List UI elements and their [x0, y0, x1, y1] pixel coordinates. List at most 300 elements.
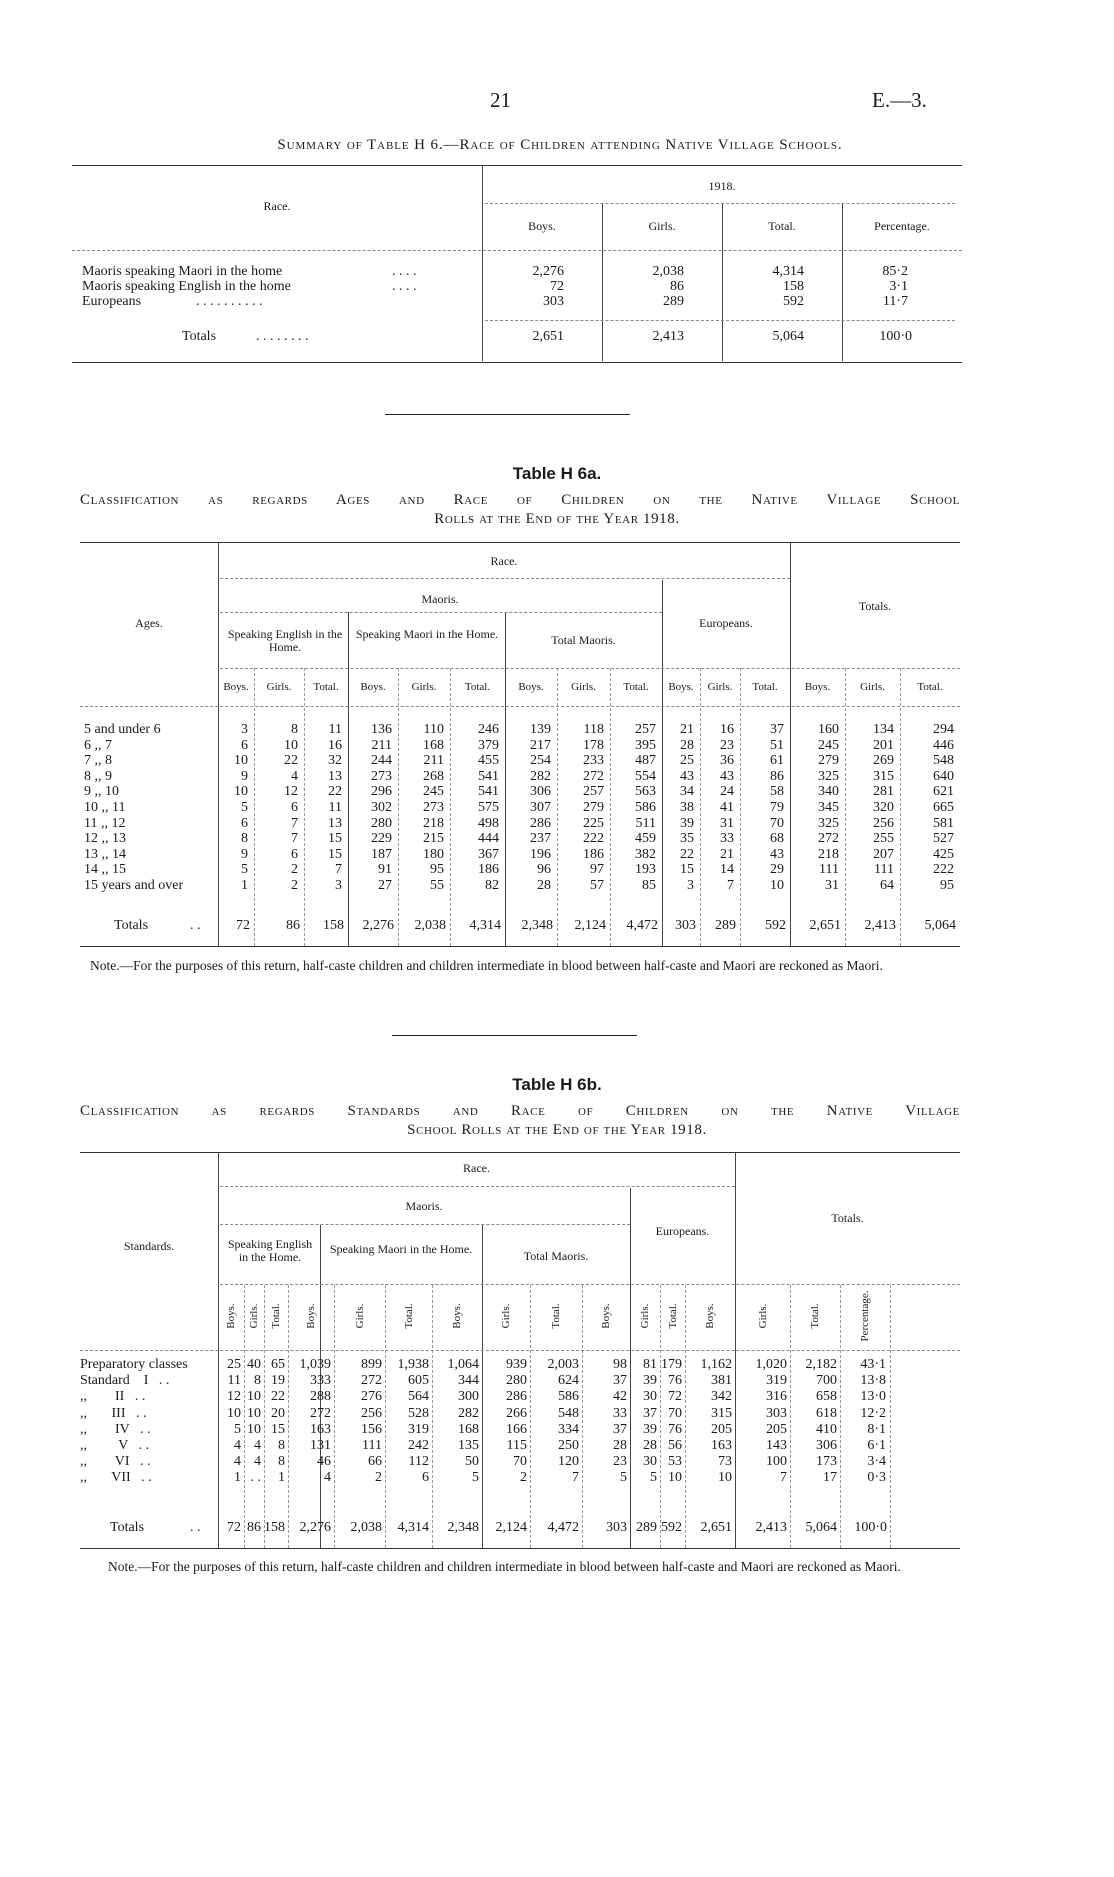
table-cell: 10: [247, 1421, 261, 1437]
table-cell: 2,651: [700, 1520, 732, 1535]
table-cell: 245: [423, 784, 444, 800]
table-cell: 72: [227, 1520, 241, 1535]
rule: [80, 1152, 960, 1153]
cell-total: 158: [783, 279, 804, 294]
table-cell: 319: [766, 1373, 787, 1389]
table-cell: 5: [241, 862, 248, 878]
table-cell: 37: [643, 1405, 657, 1421]
table-cell: 4: [291, 768, 298, 784]
table-cell: 294: [933, 722, 954, 737]
table-cell: 273: [371, 768, 392, 784]
table-cell: 7: [291, 831, 298, 847]
cell-girls: 86: [670, 279, 684, 294]
leader-dots: . . . .: [392, 279, 417, 294]
table-cell: 70: [770, 815, 784, 831]
table-cell: 158: [323, 918, 344, 933]
cell-boys: 2,651: [532, 329, 564, 344]
table-cell: 97: [590, 862, 604, 878]
table-cell: 554: [635, 768, 656, 784]
table-cell: 95: [430, 862, 444, 878]
table-cell: 22: [328, 784, 342, 800]
standards-header: Standards.: [123, 1239, 175, 1253]
table-cell: 281: [873, 784, 894, 800]
table-cell: 6: [422, 1470, 429, 1486]
table-cell: 186: [583, 846, 604, 862]
table-cell: 134: [873, 722, 894, 737]
table-cell: 487: [635, 753, 656, 769]
table-cell: 205: [766, 1421, 787, 1437]
standard-label: ,, VII . .: [80, 1470, 152, 1486]
row-label: Maoris speaking English in the home: [82, 279, 291, 294]
table-cell: 8·1: [867, 1421, 886, 1437]
table-cell: 21: [720, 846, 734, 862]
table-cell: 254: [530, 753, 551, 769]
summary-title: Summary of Table H 6.—Race of Children attending Native Village Schools.: [277, 137, 843, 153]
cell-boys: 303: [543, 294, 564, 309]
table-cell: 1,039: [299, 1357, 331, 1372]
page-number: 21: [490, 88, 511, 112]
table-cell: 4,314: [469, 918, 501, 933]
table-cell: 8: [278, 1438, 285, 1453]
table-cell: 303: [606, 1520, 627, 1535]
table-cell: 6: [241, 737, 248, 753]
table-cell: 256: [361, 1405, 382, 1421]
table-cell: 15: [328, 831, 342, 847]
table-cell: 242: [408, 1438, 429, 1453]
table-cell: 6: [291, 800, 298, 815]
table-cell: 315: [711, 1405, 732, 1421]
table-cell: 205: [711, 1421, 732, 1437]
table-cell: 35: [680, 831, 694, 847]
rule: [220, 1186, 735, 1187]
table-cell: 76: [668, 1373, 682, 1389]
table-cell: 32: [328, 753, 342, 769]
table-cell: 340: [818, 784, 839, 800]
table-cell: 33: [613, 1405, 627, 1421]
rule: [80, 542, 960, 543]
table-cell: 300: [458, 1389, 479, 1405]
table-cell: 592: [661, 1520, 682, 1535]
table-cell: 12·2: [860, 1405, 886, 1421]
table-cell: 43: [720, 768, 734, 784]
cell-girls: 289: [663, 294, 684, 309]
table-cell: . .: [250, 1470, 261, 1486]
table-cell: 307: [530, 800, 551, 815]
table-cell: 218: [423, 815, 444, 831]
leader-dots: . .: [190, 1520, 201, 1535]
table-cell: 273: [423, 800, 444, 815]
table-cell: 211: [423, 753, 444, 769]
table-cell: 19: [271, 1373, 285, 1389]
table-cell: 286: [530, 815, 551, 831]
table-cell: 72: [236, 918, 250, 933]
table-cell: 700: [816, 1373, 837, 1389]
table-cell: 10: [227, 1405, 241, 1421]
table-cell: 22: [284, 753, 298, 769]
table-cell: 444: [478, 831, 499, 847]
table-cell: 42: [613, 1389, 627, 1405]
table-cell: 28: [643, 1438, 657, 1453]
summary-year-header: 1918.: [708, 179, 736, 193]
speaking-english-header: Speaking English in the Home.: [227, 627, 343, 654]
table-cell: 1: [234, 1470, 241, 1486]
table-cell: 9: [241, 846, 248, 862]
table-h6b-caption-line1: Classification as regards Standards and Race of Children on the Native Village: [80, 1103, 960, 1119]
table-cell: 37: [613, 1373, 627, 1389]
table-cell: 2: [291, 878, 298, 893]
table-cell: 31: [825, 878, 839, 893]
table-cell: 98: [613, 1357, 627, 1372]
sub-column-header: Total.: [752, 681, 778, 693]
table-cell: 7: [335, 862, 342, 878]
totals-header: Totals.: [858, 599, 892, 613]
table-cell: 5: [650, 1470, 657, 1486]
table-cell: 23: [613, 1454, 627, 1470]
sub-column-header: Boys.: [668, 681, 694, 693]
table-cell: 296: [371, 784, 392, 800]
rule: [220, 612, 662, 613]
table-cell: 245: [818, 737, 839, 753]
table-cell: 7: [780, 1470, 787, 1486]
table-cell: 173: [816, 1454, 837, 1470]
table-cell: 13: [328, 815, 342, 831]
table-cell: 6: [241, 815, 248, 831]
table-cell: 2,348: [521, 918, 553, 933]
sub-column-header: Girls.: [756, 1303, 769, 1329]
table-cell: 2,124: [495, 1520, 527, 1535]
table-cell: 4: [234, 1438, 241, 1453]
table-cell: 16: [720, 722, 734, 737]
table-h6a-title: Table H 6a.: [512, 464, 602, 483]
table-cell: 899: [361, 1357, 382, 1372]
table-cell: 4: [254, 1438, 261, 1453]
table-cell: 665: [933, 800, 954, 815]
table-cell: 7: [727, 878, 734, 893]
rule: [220, 668, 960, 669]
table-cell: 111: [874, 862, 894, 878]
table-cell: 86: [770, 768, 784, 784]
table-cell: 279: [818, 753, 839, 769]
table-cell: 180: [423, 846, 444, 862]
table-cell: 100: [766, 1454, 787, 1470]
table-cell: 4: [324, 1470, 331, 1486]
sub-column-header: Total.: [917, 681, 943, 693]
age-label: 6 ,, 7: [84, 737, 112, 753]
rule: [72, 362, 962, 363]
table-cell: 218: [818, 846, 839, 862]
table-h6b-title: Table H 6b.: [512, 1075, 602, 1094]
rule: [80, 706, 960, 707]
rule: [80, 1350, 960, 1351]
table-cell: 51: [770, 737, 784, 753]
table-cell: 345: [818, 800, 839, 815]
table-cell: 624: [558, 1373, 579, 1389]
age-label: 11 ,, 12: [84, 815, 126, 831]
table-cell: 269: [873, 753, 894, 769]
table-cell: 528: [408, 1405, 429, 1421]
table-cell: 158: [264, 1520, 285, 1535]
table-cell: 20: [271, 1405, 285, 1421]
table-cell: 225: [583, 815, 604, 831]
table-cell: 143: [766, 1438, 787, 1453]
document-reference: E.—3.: [872, 88, 927, 112]
table-cell: 316: [766, 1389, 787, 1405]
table-cell: 2: [291, 862, 298, 878]
table-cell: 250: [558, 1438, 579, 1453]
table-cell: 268: [423, 768, 444, 784]
table-cell: 15: [680, 862, 694, 878]
table-cell: 5: [620, 1470, 627, 1486]
rule: [220, 1224, 630, 1225]
table-cell: 2,651: [809, 918, 841, 933]
rule: [80, 946, 960, 947]
table-cell: 8: [278, 1454, 285, 1470]
table-cell: 28: [680, 737, 694, 753]
standard-label: Standard I . .: [80, 1373, 170, 1389]
table-cell: 131: [310, 1438, 331, 1453]
table-cell: 10: [247, 1389, 261, 1405]
table-cell: 139: [530, 722, 551, 737]
table-cell: 1,020: [755, 1357, 787, 1372]
section-divider: [392, 1035, 637, 1036]
europeans-header: Europeans.: [655, 1224, 710, 1238]
table-cell: 82: [485, 878, 499, 893]
sub-column-header: Boys.: [518, 681, 544, 693]
table-cell: 8: [241, 831, 248, 847]
table-cell: 498: [478, 815, 499, 831]
table-cell: 186: [478, 862, 499, 878]
table-cell: 0·3: [867, 1470, 886, 1486]
table-cell: 68: [770, 831, 784, 847]
table-cell: 33: [720, 831, 734, 847]
table-cell: 23: [720, 737, 734, 753]
table-cell: 244: [371, 753, 392, 769]
table-cell: 168: [458, 1421, 479, 1437]
table-cell: 46: [317, 1454, 331, 1470]
table-cell: 575: [478, 800, 499, 815]
standard-label: ,, III . .: [80, 1405, 147, 1421]
table-cell: 410: [816, 1421, 837, 1437]
table-cell: 7: [572, 1470, 579, 1486]
table-cell: 229: [371, 831, 392, 847]
table-cell: 367: [478, 846, 499, 862]
table-cell: 10: [284, 737, 298, 753]
table-cell: 12: [284, 784, 298, 800]
table-cell: 53: [668, 1454, 682, 1470]
table-cell: 39: [643, 1421, 657, 1437]
table-cell: 115: [506, 1438, 527, 1453]
table-cell: 64: [880, 878, 894, 893]
table-cell: 288: [310, 1389, 331, 1405]
table-cell: 25: [680, 753, 694, 769]
table-cell: 5,064: [805, 1520, 837, 1535]
table-cell: 112: [408, 1454, 429, 1470]
ages-header: Ages.: [135, 616, 163, 630]
table-cell: 256: [873, 815, 894, 831]
standard-label: ,, II . .: [80, 1389, 146, 1405]
table-cell: 217: [530, 737, 551, 753]
table-cell: 527: [933, 831, 954, 847]
total-maoris-header: Total Maoris.: [523, 1249, 589, 1263]
sub-column-header: Total.: [809, 1303, 821, 1329]
table-cell: 289: [636, 1520, 657, 1535]
table-cell: 10: [770, 878, 784, 893]
table-cell: 6·1: [867, 1438, 886, 1453]
table-cell: 257: [635, 722, 656, 737]
table-cell: 319: [408, 1421, 429, 1437]
maoris-header: Maoris.: [421, 592, 459, 606]
table-cell: 382: [635, 846, 656, 862]
table-cell: 39: [680, 815, 694, 831]
table-cell: 306: [530, 784, 551, 800]
table-cell: 156: [361, 1421, 382, 1437]
table-cell: 289: [715, 918, 736, 933]
summary-col-percentage: Percentage.: [874, 219, 930, 233]
table-cell: 280: [506, 1373, 527, 1389]
table-cell: 11: [328, 722, 342, 737]
sub-column-header: Boys.: [225, 1303, 237, 1329]
table-cell: 2,276: [362, 918, 394, 933]
summary-col-boys: Boys.: [528, 219, 556, 233]
table-cell: 120: [558, 1454, 579, 1470]
table-cell: 2,348: [447, 1520, 479, 1535]
table-cell: 3: [687, 878, 694, 893]
table-cell: 41: [720, 800, 734, 815]
sub-column-header: Total.: [666, 1303, 679, 1329]
cell-percentage: 100·0: [879, 329, 912, 344]
sub-column-header: Boys.: [305, 1303, 317, 1329]
row-label: Europeans: [82, 294, 142, 309]
leader-dots: . . . .: [392, 264, 417, 279]
table-cell: 110: [423, 722, 444, 737]
table-cell: 13·0: [860, 1389, 886, 1405]
table-cell: 16: [328, 737, 342, 753]
table-cell: 563: [635, 784, 656, 800]
standard-label: Preparatory classes: [80, 1357, 188, 1372]
table-cell: 28: [613, 1438, 627, 1453]
table-cell: 255: [873, 831, 894, 847]
summary-col-total: Total.: [768, 219, 796, 233]
age-label: 10 ,, 11: [84, 800, 126, 815]
table-cell: 7: [291, 815, 298, 831]
table-cell: 12: [227, 1389, 241, 1405]
table-cell: 3: [241, 722, 248, 737]
sub-column-header: Total.: [623, 681, 649, 693]
table-cell: 5: [241, 800, 248, 815]
table-cell: 215: [423, 831, 444, 847]
table-cell: 302: [371, 800, 392, 815]
table-cell: 3·4: [867, 1454, 886, 1470]
table-cell: 24: [720, 784, 734, 800]
table-h6a-caption-line2: Rolls at the End of the Year 1918.: [434, 511, 680, 527]
sub-column-header: Total.: [550, 1303, 562, 1329]
table-cell: 2,038: [350, 1520, 382, 1535]
table-cell: 592: [765, 918, 786, 933]
table-cell: 28: [537, 878, 551, 893]
table-cell: 30: [643, 1454, 657, 1470]
table-cell: 56: [668, 1438, 682, 1453]
cell-total: 5,064: [772, 329, 804, 344]
sub-column-header: Boys.: [223, 681, 249, 693]
table-cell: 272: [583, 768, 604, 784]
table-cell: 37: [613, 1421, 627, 1437]
table-cell: 286: [506, 1389, 527, 1405]
table-cell: 81: [643, 1357, 657, 1372]
table-cell: 4,472: [626, 918, 658, 933]
table-cell: 211: [371, 737, 392, 753]
race-header: Race.: [463, 1161, 490, 1175]
age-label: 12 ,, 13: [84, 831, 126, 847]
table-cell: 43: [680, 768, 694, 784]
table-cell: 344: [458, 1373, 479, 1389]
maoris-header: Maoris.: [405, 1199, 443, 1213]
speaking-maori-header: Speaking Maori in the Home.: [329, 1242, 473, 1256]
table-cell: 5: [472, 1470, 479, 1486]
race-header: Race.: [490, 554, 518, 568]
table-cell: 581: [933, 815, 954, 831]
table-cell: 72: [668, 1389, 682, 1405]
table-cell: 381: [711, 1373, 732, 1389]
sub-column-header: Percentage.: [859, 1290, 871, 1342]
table-h6a-caption-line1: Classification as regards Ages and Race of Children on the Native Village School: [80, 492, 960, 508]
table-cell: 111: [362, 1438, 382, 1453]
table-cell: 621: [933, 784, 954, 800]
table-h6a-note: Note.—For the purposes of this return, half-caste children and children intermediate in blood between half-caste and Maori are reckoned as Maori.: [90, 958, 883, 973]
sub-column-header: Girls.: [639, 1303, 651, 1329]
table-cell: 168: [423, 737, 444, 753]
sub-column-header: Girls.: [266, 681, 292, 693]
table-cell: 79: [770, 800, 784, 815]
table-cell: 34: [680, 784, 694, 800]
table-cell: 2,413: [864, 918, 896, 933]
table-cell: 5,064: [924, 918, 956, 933]
table-cell: 325: [818, 768, 839, 784]
table-cell: 939: [506, 1357, 527, 1372]
table-cell: 237: [530, 831, 551, 847]
table-cell: 306: [816, 1438, 837, 1453]
table-cell: 548: [558, 1405, 579, 1421]
table-cell: 3: [335, 878, 342, 893]
table-cell: 10: [718, 1470, 732, 1486]
table-cell: 9: [241, 768, 248, 784]
sub-column-header: Girls.: [500, 1303, 512, 1329]
table-cell: 6: [291, 846, 298, 862]
table-cell: 2,276: [299, 1520, 331, 1535]
table-cell: 22: [680, 846, 694, 862]
table-cell: 86: [286, 918, 300, 933]
table-cell: 233: [583, 753, 604, 769]
table-cell: 280: [371, 815, 392, 831]
table-cell: 334: [558, 1421, 579, 1437]
table-cell: 325: [818, 815, 839, 831]
table-cell: 541: [478, 768, 499, 784]
cell-percentage: 11·7: [882, 294, 908, 309]
table-cell: 1: [278, 1470, 285, 1486]
leader-dots: . . . . . . . .: [256, 329, 309, 344]
row-label: Maoris speaking Maori in the home: [82, 264, 283, 279]
sub-column-header: Total.: [402, 1303, 415, 1329]
rule: [72, 250, 962, 251]
table-cell: 2: [375, 1470, 382, 1486]
table-cell: 66: [368, 1454, 382, 1470]
table-cell: 10: [668, 1470, 682, 1486]
table-cell: 37: [770, 722, 784, 737]
table-cell: 187: [371, 846, 392, 862]
sub-column-header: Girls.: [860, 681, 885, 693]
table-cell: 17: [823, 1470, 837, 1486]
table-cell: 222: [933, 862, 954, 878]
age-label: 14 ,, 15: [84, 862, 126, 878]
